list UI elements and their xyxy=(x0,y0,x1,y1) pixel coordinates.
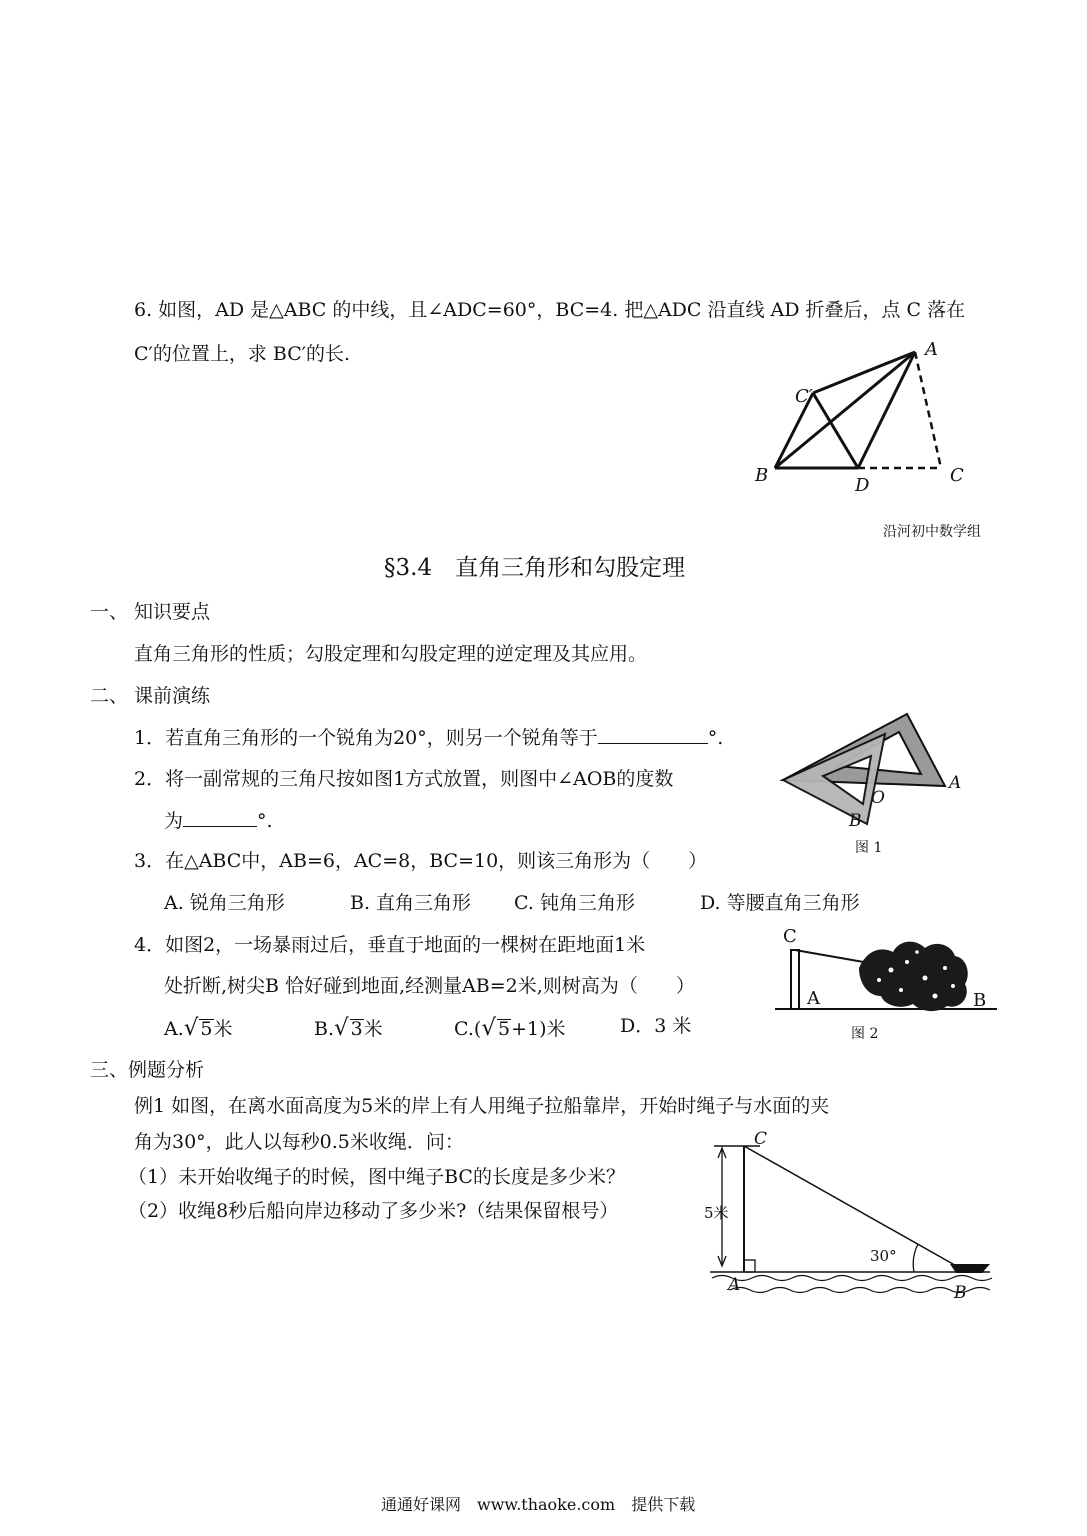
q6-line2: C′的位置上，求 BC′的长. xyxy=(134,343,351,365)
q4-opt-a-unit: 米 xyxy=(213,1018,233,1040)
q4-opt-b-radicand: 3 xyxy=(350,1018,363,1040)
q3-option-d[interactable]: D. 等腰直角三角形 xyxy=(700,892,860,914)
q1-text: 1．若直角三角形的一个锐角为20°，则另一个锐角等于 xyxy=(134,727,598,749)
radical-sign: √ xyxy=(183,1015,199,1041)
ex1-q2: （2）收绳8秒后船向岸边移动了多少米?（结果保留根号） xyxy=(128,1200,619,1222)
fig3-angle-label: 30° xyxy=(870,1247,897,1265)
q4-opt-c-radicand: 5 xyxy=(497,1018,511,1040)
fig3-rope-BC xyxy=(744,1146,960,1268)
label-D: D xyxy=(855,475,870,495)
part1-heading: 一、 知识要点 xyxy=(90,601,211,623)
q3-option-a[interactable]: A. 锐角三角形 xyxy=(164,892,285,914)
q4-opt-a-prefix: A. xyxy=(164,1018,184,1040)
fig1-triangle-rulers xyxy=(775,712,975,832)
label-A: A xyxy=(925,339,938,360)
fig3-height-label: 5米 xyxy=(704,1204,729,1222)
fig3-boat-rope xyxy=(700,1128,1000,1303)
line-BA xyxy=(775,352,915,468)
line-C-prime-A xyxy=(813,352,915,393)
q4-option-c[interactable] xyxy=(454,1017,565,1040)
part1-content: 直角三角形的性质；勾股定理和勾股定理的逆定理及其应用。 xyxy=(134,643,648,665)
q4-option-a[interactable] xyxy=(164,1017,233,1040)
fig3-wave-2 xyxy=(730,1288,990,1293)
q4-opt-c-unit: +1)米 xyxy=(511,1018,566,1040)
fig1-label-A: A xyxy=(949,773,962,793)
q1-answer-blank[interactable] xyxy=(598,743,708,744)
fig1-caption: 图 1 xyxy=(855,840,883,856)
radical-sign: √ xyxy=(481,1015,496,1041)
fig3-wave-1 xyxy=(712,1276,992,1281)
fig2-broken-tree xyxy=(775,918,1000,1018)
label-C-prime: C′ xyxy=(795,386,813,407)
q3-text: 3．在△ABC中，AB=6，AC=8，BC=10，则该三角形为（ ） xyxy=(134,850,708,872)
q4-line2: 处折断,树尖B 恰好碰到地面,经测量AB=2米,则树高为（ ） xyxy=(164,975,695,997)
ex1-line2: 角为30°，此人以每秒0.5米收绳．问： xyxy=(134,1131,464,1153)
q1 xyxy=(134,729,723,748)
fig3-label-B: B xyxy=(954,1283,967,1303)
group-label: 沿河初中数学组 xyxy=(883,524,981,540)
fig3-right-angle xyxy=(744,1260,755,1272)
q2-prefix: 为 xyxy=(164,810,184,832)
fig2-foliage xyxy=(859,942,968,1011)
q4-line1: 4．如图2，一场暴雨过后，垂直于地面的一棵树在距地面1米 xyxy=(134,934,646,956)
part2-heading: 二、 课前演练 xyxy=(90,685,211,707)
part3-heading: 三、例题分析 xyxy=(90,1059,205,1081)
label-C: C xyxy=(950,465,964,486)
fig3-label-A: A xyxy=(728,1275,741,1295)
fig1-label-O: O xyxy=(871,788,885,808)
line-AC-dashed xyxy=(915,352,941,468)
q2-line1: 2．将一副常规的三角尺按如图1方式放置，则图中∠AOB的度数 xyxy=(134,768,674,790)
fig3-angle-arc xyxy=(913,1244,918,1272)
q1-suffix: °. xyxy=(707,727,724,749)
q3-option-b[interactable]: B. 直角三角形 xyxy=(350,892,472,914)
ex1-line1: 例1 如图，在离水面高度为5米的岸上有人用绳子拉船靠岸，开始时绳子与水面的夹 xyxy=(134,1095,830,1117)
q4-opt-b-prefix: B. xyxy=(314,1018,335,1040)
label-B: B xyxy=(755,465,769,486)
footer: 通通好课网 www.thaoke.com 提供下载 xyxy=(381,1495,696,1514)
fig2-label-B: B xyxy=(973,990,987,1011)
q6-figure xyxy=(745,335,985,495)
fig2-label-A: A xyxy=(807,988,820,1009)
q4-opt-b-unit: 米 xyxy=(363,1018,383,1040)
fig2-trunk xyxy=(791,950,799,1009)
q2-answer-blank[interactable] xyxy=(183,826,257,827)
fig1-label-B: B xyxy=(849,811,862,831)
ex1-q1: （1）未开始收绳子的时候，图中绳子BC的长度是多少米？ xyxy=(128,1166,625,1188)
q4-opt-a-radicand: 5 xyxy=(200,1018,213,1040)
q3-option-c[interactable]: C. 钝角三角形 xyxy=(514,892,635,914)
section-title: §3.4 直角三角形和勾股定理 xyxy=(384,555,686,581)
q2-line2 xyxy=(164,812,273,831)
q4-option-d[interactable]: D．3 米 xyxy=(620,1015,692,1037)
q6-line1: 6. 如图，AD 是△ABC 的中线，且∠ADC=60°，BC=4. 把△ADC 沿直线 AD 折叠后，点 C 落在 xyxy=(134,299,966,321)
q2-suffix: °. xyxy=(257,810,273,832)
q4-opt-c-prefix: C.( xyxy=(454,1018,482,1040)
fig2-label-C: C xyxy=(783,926,797,947)
line-DA xyxy=(858,352,915,468)
radical-sign: √ xyxy=(334,1015,349,1041)
fig3-label-C: C xyxy=(754,1129,768,1149)
q4-option-b[interactable] xyxy=(314,1017,383,1040)
fig2-caption: 图 2 xyxy=(851,1026,879,1042)
